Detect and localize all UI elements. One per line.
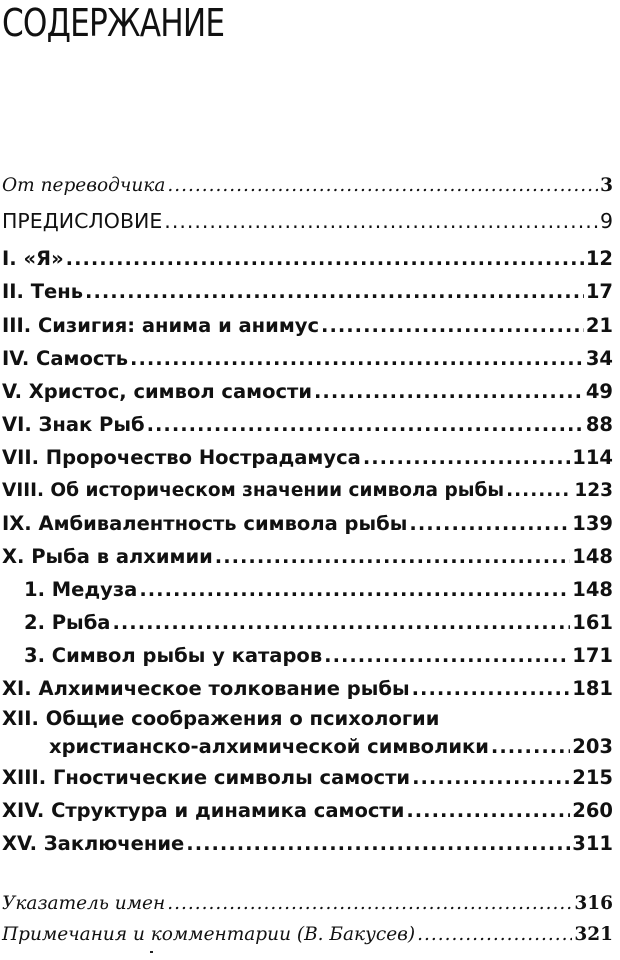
dot-leader: [112, 609, 570, 637]
toc-entry-title: IX. Амбивалентность символа рыбы: [2, 512, 408, 535]
toc-subentry[interactable]: [24, 609, 613, 637]
toc-entry[interactable]: [2, 207, 613, 235]
toc-subentry[interactable]: [24, 642, 613, 670]
toc-entry[interactable]: [2, 830, 613, 858]
dot-leader: [412, 675, 571, 703]
toc-entry[interactable]: [2, 921, 613, 949]
dot-leader: [215, 543, 570, 571]
toc-entry-page: 21: [585, 314, 613, 337]
dot-leader: [324, 642, 570, 670]
toc-entry-title: XII. Общие соображения о психологии: [2, 707, 440, 730]
dot-leader: [314, 378, 584, 406]
dot-leader: [417, 921, 572, 949]
dot-leader: [186, 830, 570, 858]
toc-entry-title: 1. Медуза: [24, 578, 138, 601]
toc-entry-title: II. Тень: [2, 280, 84, 303]
dot-leader: [164, 207, 598, 235]
toc-entry[interactable]: [2, 172, 613, 200]
dot-leader: [409, 510, 570, 538]
toc-entry-title: 3. Символ рыбы у катаров: [24, 644, 323, 667]
toc-entry[interactable]: [2, 510, 613, 538]
toc-entry[interactable]: [2, 345, 613, 373]
toc-entry[interactable]: [2, 378, 613, 406]
toc-entry-title: V. Христос, символ самости: [2, 380, 312, 403]
toc-entry[interactable]: [2, 705, 613, 761]
dot-leader: [406, 797, 570, 825]
toc-entry-title: IV. Самость: [2, 347, 129, 370]
toc-entry-page: 3: [600, 175, 613, 196]
toc-entry-page: 321: [574, 924, 613, 945]
toc-entry[interactable]: [2, 278, 613, 306]
dot-leader: [66, 245, 584, 273]
toc-entry-page: 311: [572, 832, 613, 855]
toc-entry-page: 139: [572, 512, 613, 535]
toc-entry-page: 161: [572, 611, 613, 634]
toc-entry-page: 203: [572, 735, 613, 758]
toc-entry-title: VI. Знак Рыб: [2, 413, 145, 436]
dot-leader: [167, 172, 598, 200]
toc-entry-page: 9: [599, 209, 613, 233]
toc-entry-page: 123: [574, 480, 613, 501]
toc-entry[interactable]: [2, 543, 613, 571]
toc-entry[interactable]: [2, 477, 613, 505]
dot-leader: [363, 444, 570, 472]
dot-leader: [139, 576, 570, 604]
toc-entry-title-continued: христианско-алхимической символики: [49, 735, 489, 758]
toc-entry-title: XIV. Структура и динамика самости: [2, 799, 405, 822]
dot-leader: [321, 312, 584, 340]
toc-entry-page: 260: [572, 799, 613, 822]
toc-entry-page: 88: [585, 413, 613, 436]
toc-entry-title: XI. Алхимическое толкование рыбы: [2, 677, 410, 700]
toc-entry-title: VIII. Об историческом значении символа рыбы: [2, 480, 505, 501]
toc-entry-page: 34: [585, 347, 613, 370]
toc-entry-title: Примечания и комментарии (В. Бакусев): [2, 924, 416, 945]
toc-entry[interactable]: [2, 411, 613, 439]
dot-leader: [491, 733, 570, 761]
toc-entry-page: 316: [574, 893, 613, 914]
toc-entry-title: 2. Рыба: [24, 611, 111, 634]
toc-entry-page: 148: [572, 545, 613, 568]
toc-entry-title: X. Рыба в алхимии: [2, 545, 213, 568]
toc-entry-page: 114: [572, 446, 613, 469]
toc-entry[interactable]: [2, 675, 613, 703]
toc-entry-page: 12: [585, 247, 613, 270]
toc-entry-title: III. Сизигия: анима и анимус: [2, 314, 320, 337]
toc-entry[interactable]: [2, 245, 613, 273]
toc-entry-page: 17: [585, 280, 613, 303]
toc-entry-title: I. «Я»: [2, 247, 64, 270]
toc-entry[interactable]: [2, 797, 613, 825]
toc-entry[interactable]: [2, 890, 613, 918]
scan-mark: [150, 951, 153, 953]
dot-leader: [412, 764, 570, 792]
toc-subentry[interactable]: [24, 576, 613, 604]
toc-entry-title: XV. Заключение: [2, 832, 185, 855]
toc-entry-page: 181: [572, 677, 613, 700]
toc-entry-page: 215: [572, 766, 613, 789]
toc-entry[interactable]: [2, 764, 613, 792]
toc-entry-title: Указатель имен: [2, 893, 166, 914]
toc-entry-title: XIII. Гностические символы самости: [2, 766, 411, 789]
toc-entry-title: ПРЕДИСЛОВИЕ: [2, 209, 163, 233]
dot-leader: [85, 278, 584, 306]
dot-leader: [167, 890, 572, 918]
page-title: СОДЕРЖАНИЕ: [2, 1, 225, 45]
dot-leader: [506, 477, 572, 505]
toc-entry[interactable]: [2, 444, 613, 472]
toc-entry[interactable]: [2, 312, 613, 340]
dot-leader: [130, 345, 584, 373]
dot-leader: [147, 411, 584, 439]
toc-entry-title: VII. Пророчество Нострадамуса: [2, 446, 361, 469]
toc-entry-page: 171: [572, 644, 613, 667]
toc-entry-title: От переводчика: [2, 175, 166, 196]
toc-entry-page: 148: [572, 578, 613, 601]
toc-entry-page: 49: [585, 380, 613, 403]
